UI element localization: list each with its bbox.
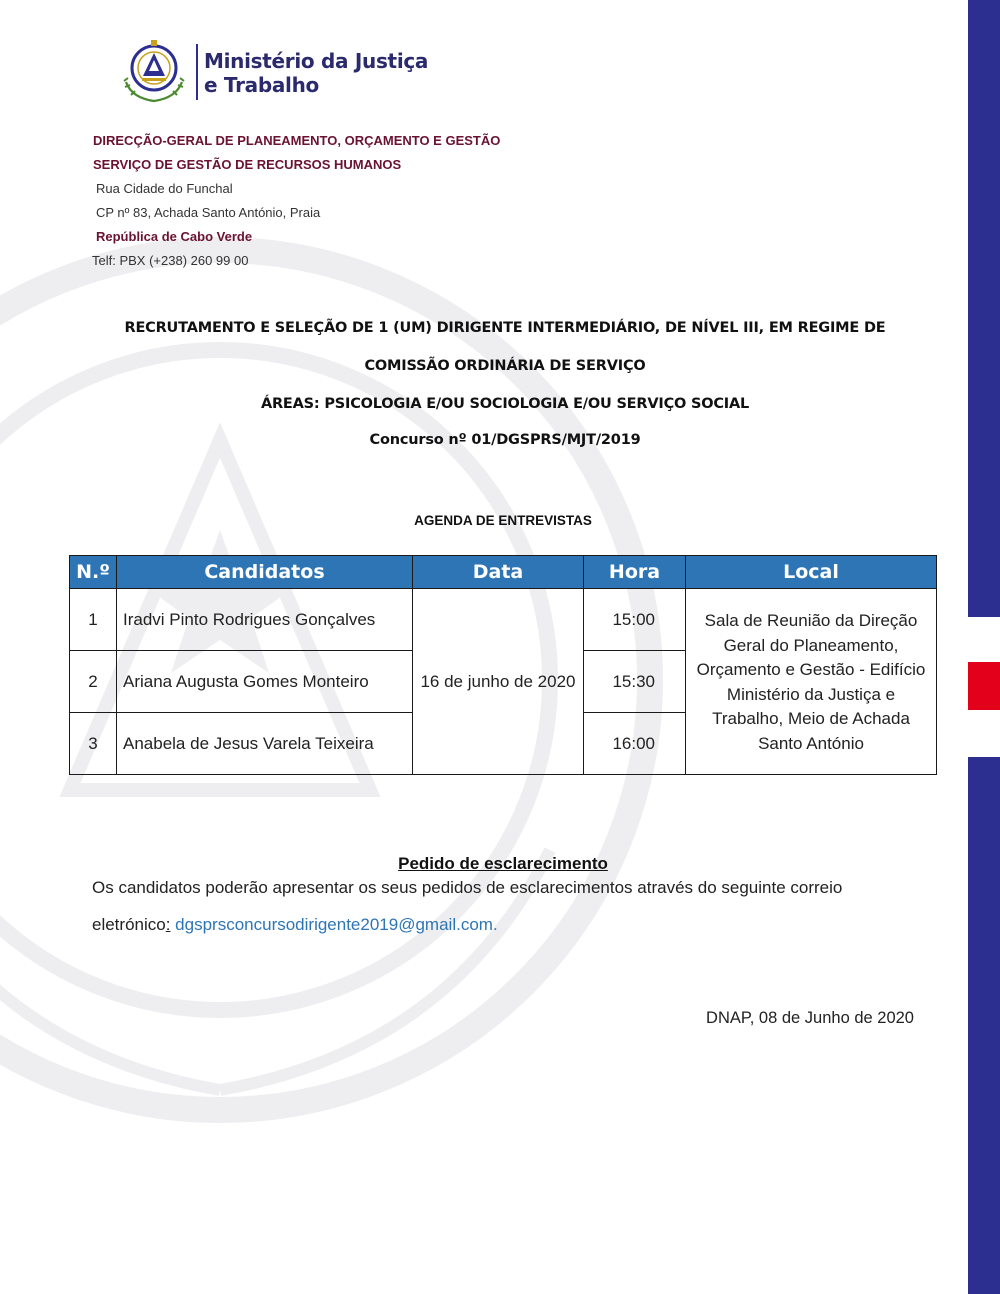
address-directorate: DIRECÇÃO-GERAL DE PLANEAMENTO, ORÇAMENTO E GESTÃO [93,133,501,148]
address-street: Rua Cidade do Funchal [96,181,233,196]
address-service: SERVIÇO DE GESTÃO DE RECURSOS HUMANOS [93,157,402,172]
address-country: República de Cabo Verde [96,229,253,244]
agenda-heading: AGENDA DE ENTREVISTAS [414,513,592,528]
interview-location: Sala de Reunião da Direção Geral do Planeamento, Orçamento e Gestão - Edifício Ministério da Justiça e Trabalho, Meio de Achada Santo António [686,589,937,775]
ministry-logo [118,38,428,108]
title-contest-number: Concurso nº 01/DGSPRS/MJT/2019 [369,432,641,448]
title-line1: RECRUTAMENTO E SELEÇÃO DE 1 (UM) DIRIGENTE INTERMEDIÁRIO, DE NÍVEL III, EM REGIME DE [124,320,886,336]
header-candidates: Candidatos [117,556,413,589]
title-line2: COMISSÃO ORDINÁRIA DE SERVIÇO [364,358,646,374]
interview-time: 15:30 [584,651,686,713]
header-number: N.º [70,556,117,589]
address-phone: Telf: PBX (+238) 260 99 00 [92,253,249,268]
table-row [70,589,937,651]
email-colon: : [165,915,171,934]
row-number: 2 [70,651,117,713]
clarification-email-line [92,915,498,935]
edge-stripe-blue-bottom [968,757,1000,1294]
contact-email-link[interactable]: dgsprsconcursodirigente2019@gmail.com [170,915,493,934]
email-prefix: eletrónico [92,915,166,934]
table-header-row [70,556,937,589]
header-date: Data [413,556,584,589]
row-number: 1 [70,589,117,651]
clarification-text: Os candidatos poderão apresentar os seus pedidos de esclarecimentos através do seguinte correio [92,878,843,897]
cabo-verde-emblem-icon [118,38,190,104]
interview-schedule-table [69,555,937,775]
signature-date: DNAP, 08 de Junho de 2020 [706,1009,914,1027]
ministry-name-line1: Ministério da Justiça [204,49,429,73]
ministry-name-line2: e Trabalho [204,73,319,97]
address-postal: CP nº 83, Achada Santo António, Praia [96,205,321,220]
interview-time: 15:00 [584,589,686,651]
candidate-name: Iradvi Pinto Rodrigues Gonçalves [117,589,413,651]
header-time: Hora [584,556,686,589]
title-areas: ÁREAS: PSICOLOGIA E/OU SOCIOLOGIA E/OU SERVIÇO SOCIAL [260,396,750,412]
edge-stripe-red [968,662,1000,710]
interview-date: 16 de junho de 2020 [413,589,584,775]
email-period: . [492,915,498,934]
candidate-name: Ariana Augusta Gomes Monteiro [117,651,413,713]
row-number: 3 [70,713,117,775]
candidate-name: Anabela de Jesus Varela Teixeira [117,713,413,775]
logo-divider [196,44,198,100]
interview-time: 16:00 [584,713,686,775]
header-location: Local [686,556,937,589]
clarification-heading: Pedido de esclarecimento [398,854,608,873]
